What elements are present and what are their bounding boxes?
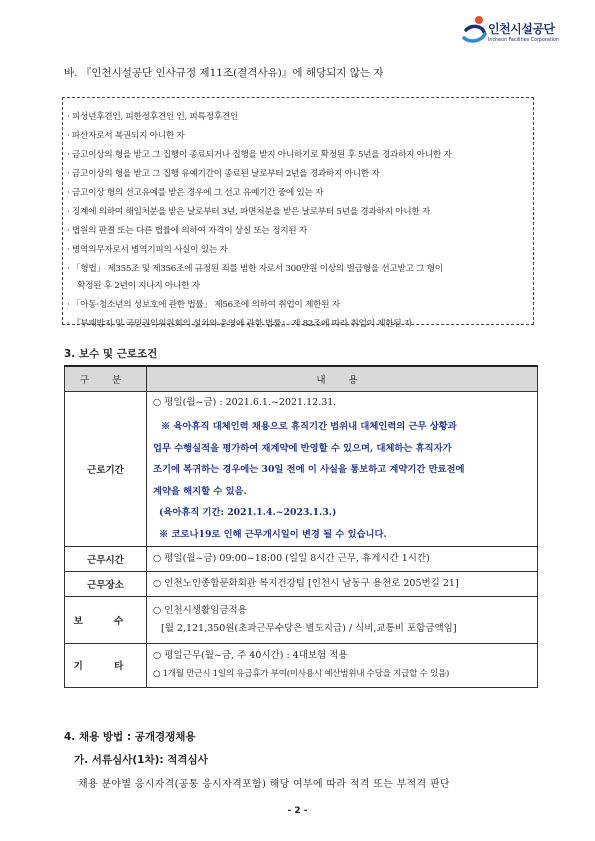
other-label: 기 타	[65, 643, 147, 687]
table-row	[65, 643, 538, 687]
work-period-label: 근로기간	[65, 391, 147, 546]
table-row	[65, 546, 538, 571]
section-3-title: 3. 보수 및 근로조건	[64, 348, 158, 360]
work-period-dates: ○ 평일(월~금) : 2021.6.1.~2021.12.31.	[153, 397, 337, 408]
list-item: · 금고이상의 형을 받고 그 집행이 종료되거나 집행을 받지 아니하기로 확정된 후 5년을 경과하지 아니한 자	[67, 150, 452, 160]
work-hours-value: ○ 평일(월~금) 09:00~18:00 (일일 8시간 근무, 휴게시간 1시간)	[153, 552, 430, 564]
list-item: · 금고이상 형의 선고유예를 받은 경우에 그 선고 유예기간 중에 있는 자	[67, 188, 324, 198]
work-period-note-3: 조기에 복귀하는 경우에는 30일 전에 이 사실을 통보하고 계약기간 만료전에	[153, 464, 465, 475]
work-period-note-1: ※ 육아휴직 대체인력 채용으로 휴직기간 범위내 대체인력의 근무 상황과	[161, 421, 457, 432]
list-item: · 파산자로서 복권되지 아니한 자	[67, 131, 185, 141]
list-item: · 징계에 의하여 해임처분을 받은 날로부터 3년, 파면처분을 받은 날로부터 5년을 경과하지 아니한 자	[67, 207, 430, 217]
page-number: - 2 -	[287, 806, 308, 816]
section-4-title: 4. 채용 방법 : 공개경쟁채용	[64, 731, 196, 743]
covid-note: ※ 코로나19로 인해 근무개시일이 변경 될 수 있습니다.	[159, 528, 387, 540]
list-item: · 병역의무자로서 병역기피의 사실이 있는 자	[67, 245, 228, 255]
list-item: · 「형법」 제355조 및 제356조에 규정된 죄를 범한 자로서 300만원 이상의 벌금형을 선고받고 그 형이	[67, 264, 443, 274]
section-4-subtitle: 가. 서류심사(1차): 적격심사	[74, 754, 208, 766]
work-place-content	[147, 571, 538, 596]
header-content: 내 용	[147, 366, 538, 391]
logo-mark-icon	[462, 14, 488, 50]
leave-period: (육아휴직 기간: 2021.1.4.~2023.1.3.)	[159, 507, 337, 518]
table-row	[65, 571, 538, 596]
table-row	[65, 596, 538, 643]
list-item: · 『부패방지 및 국민권익위원회의 설치와 운영에 관한 법률』 제 82조에 따라 취업이 제한된 자	[67, 319, 412, 329]
section-ba-heading: 바. 『인천시설공단 인사규정 제11조(결격사유)』에 해당되지 않는 자	[64, 67, 384, 79]
work-period-content	[147, 391, 538, 546]
table-row	[65, 391, 538, 546]
list-item: · 금고이상의 형을 받고 그 집행 유예기간이 종료된 날로부터 2년을 경과하지 아니한 자	[67, 169, 380, 179]
work-hours-content	[147, 546, 538, 571]
pay-line-2: [월 2,121,350원(초과근무수당은 별도지급) / 식비,교통비 포함금액임]	[161, 622, 457, 634]
header-category: 구 분	[65, 366, 147, 391]
list-item-continuation: 확정된 후 2년이 지나지 아니한 자	[77, 281, 200, 291]
pay-label: 보 수	[65, 596, 147, 643]
work-period-note-4: 계약을 해지할 수 있음.	[153, 485, 247, 497]
pay-line-1: ○ 인천시생활임금적용	[153, 604, 247, 616]
work-hours-label: 근무시간	[65, 546, 147, 571]
company-logo	[462, 14, 584, 54]
logo-name: 인천시설공단	[488, 22, 555, 36]
list-item: · 피성년후견인, 피한정후견인 인, 피특정후견인	[67, 112, 238, 122]
disqualification-box	[62, 97, 534, 329]
other-line-1: ○ 평일근무(월~금, 주 40시간) : 4대보험 적용	[153, 650, 348, 661]
section-4-paragraph: 채용 분야별 응시자격(공통 응시자격포함) 해당 여부에 따라 적격 또는 부적격 판단	[78, 779, 450, 790]
list-item: · 「아동·청소년의 성보호에 관한 법률」 제56조에 의하여 취업이 제한된 자	[67, 300, 340, 310]
other-line-2: ○ 1개월 만근시 1일의 유급휴가 부여(미사용시 예산범위내 수당을 지급할 수 있음)	[153, 669, 450, 679]
other-content	[147, 643, 538, 687]
work-place-label: 근무장소	[65, 571, 147, 596]
logo-subtitle: Incheon Facilities Corporation	[488, 38, 560, 43]
pay-content	[147, 596, 538, 643]
table-header-row	[65, 366, 538, 391]
work-period-note-2: 업무 수행실적을 평가하여 재계약에 반영할 수 있으며, 대체하는 휴직자가	[153, 442, 452, 454]
conditions-table	[64, 365, 538, 688]
work-place-value: ○ 인천노인종합문화회관 복지건강팀 [인천시 남동구 용천로 205번길 21]	[153, 577, 459, 589]
list-item: · 법원의 판결 또는 다른 법률에 의하여 자격이 상실 또는 정지된 자	[67, 226, 307, 236]
